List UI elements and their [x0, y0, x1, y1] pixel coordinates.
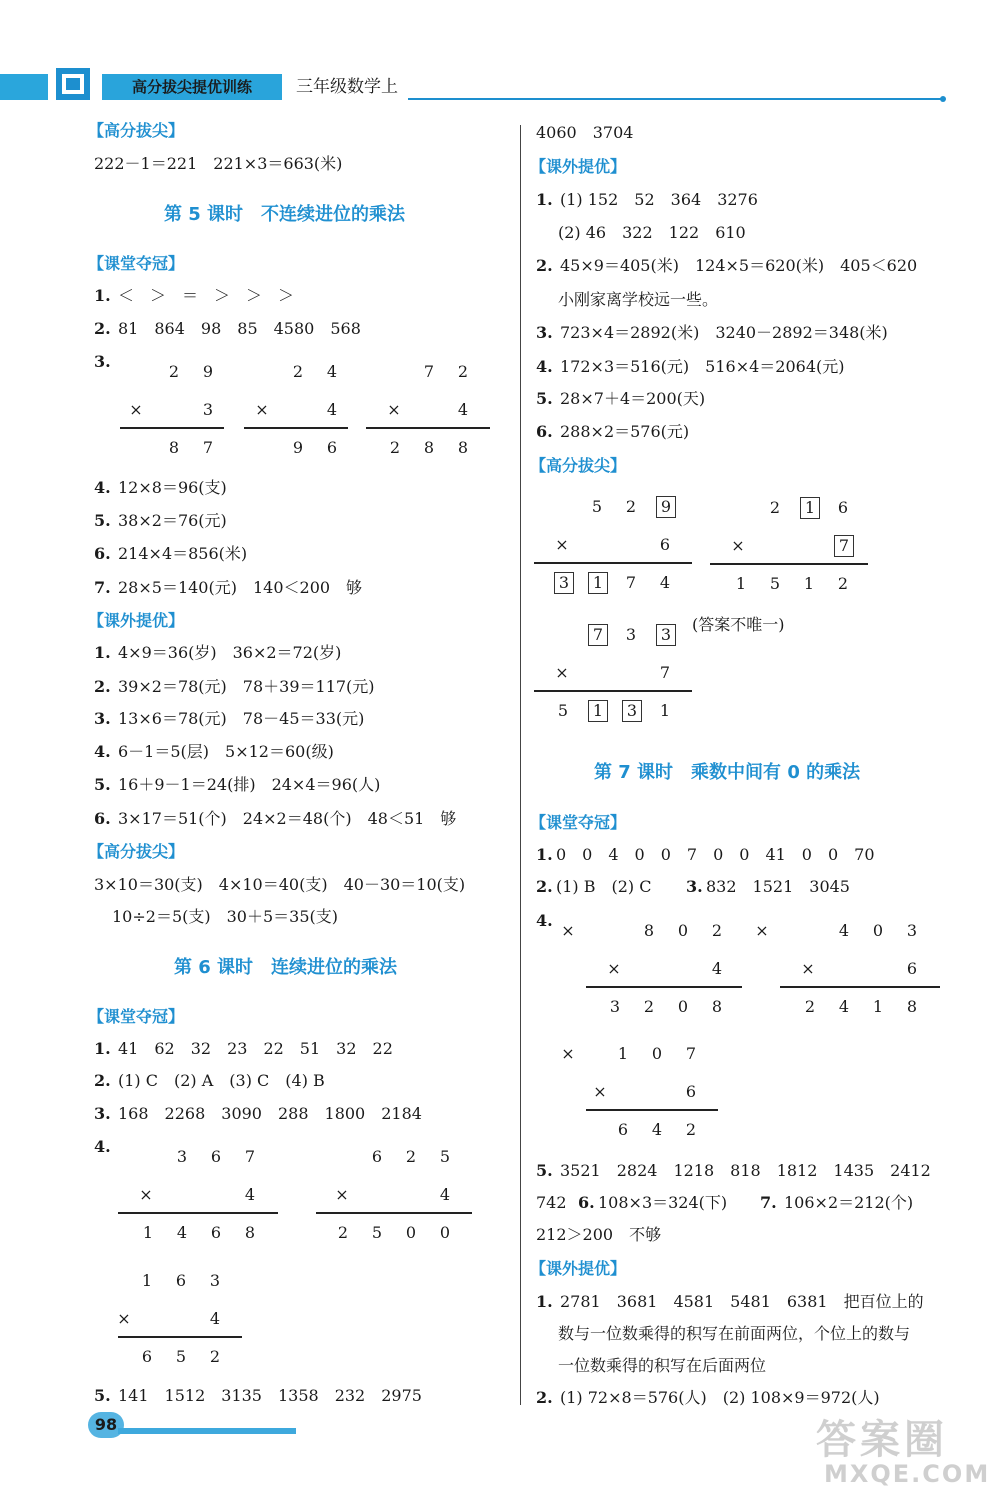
answer-text: (1) 152 52 364 3276 [560, 190, 758, 209]
item-number: 1. [94, 643, 111, 662]
header-rule [408, 98, 944, 100]
digit: 4 [838, 997, 850, 1016]
answer-text: 212＞200 不够 [536, 1225, 662, 1244]
times-sign: × [561, 921, 575, 940]
item-number: 1. [536, 1292, 553, 1311]
times-sign: × [607, 959, 621, 978]
item-number: 3. [94, 352, 111, 371]
digit: 2 [711, 921, 723, 940]
digit: 6 [210, 1147, 222, 1166]
digit: 7 [685, 1044, 697, 1063]
answer-text: 41 62 32 23 22 51 32 22 [118, 1039, 393, 1058]
result-rule [244, 427, 348, 429]
times-sign: × [117, 1309, 131, 1328]
page-number: 98 [88, 1412, 124, 1438]
digit: 7 [659, 663, 671, 682]
digit: 0 [677, 997, 689, 1016]
answer-text: 13×6＝78(元) 78－45＝33(元) [118, 709, 365, 728]
digit: 2 [625, 497, 637, 516]
answer-text: 4×9＝36(岁) 36×2＝72(岁) [118, 643, 342, 662]
answer-text: 小刚家离学校远一些。 [558, 290, 719, 309]
answer-text: 108×3＝324(下) [598, 1193, 728, 1212]
section-heading-kewai: 【课外提优】 [88, 611, 185, 630]
section-heading-ketang: 【课堂夺冠】 [88, 254, 185, 273]
item-number: 4. [536, 357, 553, 376]
watermark-url: MXQE.COM [824, 1460, 991, 1488]
lesson-7-title: 第 7 课时 乘数中间有 0 的乘法 [594, 762, 861, 783]
digit: 0 [651, 1044, 663, 1063]
digit: 4 [209, 1309, 221, 1328]
section-heading-gaofen: 【高分拔尖】 [88, 121, 185, 140]
digit: 8 [906, 997, 918, 1016]
digit: 4 [439, 1185, 451, 1204]
digit: 8 [168, 438, 180, 457]
digit: 3 [202, 400, 214, 419]
times-sign: × [801, 959, 815, 978]
times-sign: × [555, 535, 569, 554]
digit: 2 [804, 997, 816, 1016]
answer-box: 3 [622, 700, 642, 722]
result-rule [120, 427, 224, 429]
result-rule [780, 986, 940, 988]
digit: 2 [837, 574, 849, 593]
answer-line: 4060 3704 [536, 123, 634, 142]
digit: 7 [244, 1147, 256, 1166]
answer-box: 7 [588, 624, 608, 646]
digit: 1 [659, 701, 671, 720]
item-number: 6. [536, 422, 553, 441]
answer-text: 12×8＝96(支) [118, 478, 227, 497]
digit: 6 [617, 1120, 629, 1139]
item-number: 5. [536, 1161, 553, 1180]
answer-text: 81 864 98 85 4580 568 [118, 319, 361, 338]
item-number: 4. [94, 478, 111, 497]
digit: 2 [643, 997, 655, 1016]
answer-box: 3 [656, 624, 676, 646]
item-number: 2. [536, 1388, 553, 1407]
item-number: 2. [94, 319, 111, 338]
digit: 4 [176, 1223, 188, 1242]
item-number: 4. [536, 911, 553, 930]
lesson-5-title: 第 5 课时 不连续进位的乘法 [164, 204, 406, 225]
item-number: 1. [536, 190, 553, 209]
digit: 2 [685, 1120, 697, 1139]
digit: 9 [292, 438, 304, 457]
times-sign: × [255, 400, 269, 419]
result-rule [118, 1212, 278, 1214]
answer-text: 2781 3681 4581 5481 6381 把百位上的 [560, 1292, 924, 1311]
page-header [0, 64, 1000, 110]
section-heading-kewai: 【课外提优】 [530, 157, 627, 176]
digit: 4 [711, 959, 723, 978]
answer-text: 0 0 4 0 0 7 0 0 41 0 0 70 [556, 845, 875, 864]
digit: 5 [769, 574, 781, 593]
answer-text: 172×3＝516(元) 516×4＝2064(元) [560, 357, 845, 376]
times-sign: × [129, 400, 143, 419]
answer-text: 3521 2824 1218 818 1812 1435 2412 [560, 1161, 931, 1180]
times-sign: × [139, 1185, 153, 1204]
digit: 6 [326, 438, 338, 457]
digit: 6 [175, 1271, 187, 1290]
digit: 7 [625, 573, 637, 592]
item-number: 1. [94, 286, 111, 305]
answer-text: 168 2268 3090 288 1800 2184 [118, 1104, 422, 1123]
digit: 8 [711, 997, 723, 1016]
digit: 2 [209, 1347, 221, 1366]
footer-bar [118, 1428, 296, 1434]
answer-box: 1 [588, 572, 608, 594]
item-number: 2. [94, 1071, 111, 1090]
item-number: 5. [94, 1386, 111, 1405]
times-sign: × [335, 1185, 349, 1204]
watermark [808, 1408, 994, 1492]
times-sign: × [755, 921, 769, 940]
section-heading-gaofen: 【高分拔尖】 [88, 842, 185, 861]
digit: 1 [803, 574, 815, 593]
digit: 2 [457, 362, 469, 381]
times-sign: × [593, 1082, 607, 1101]
digit: 3 [176, 1147, 188, 1166]
digit: 9 [202, 362, 214, 381]
item-number: 5. [94, 511, 111, 530]
item-number: 1. [536, 845, 553, 864]
times-sign: × [387, 400, 401, 419]
answer-text: 214×4＝856(米) [118, 544, 248, 563]
answer-box: 7 [834, 535, 854, 557]
digit: 3 [209, 1271, 221, 1290]
digit: 6 [371, 1147, 383, 1166]
not-unique-note: (答案不唯一) [692, 615, 785, 634]
digit: 3 [609, 997, 621, 1016]
times-sign: × [561, 1044, 575, 1063]
item-number: 3. [536, 323, 553, 342]
header-left-bar [0, 74, 48, 100]
result-rule [118, 1336, 242, 1338]
digit: 0 [405, 1223, 417, 1242]
answer-box: 1 [588, 700, 608, 722]
book-logo-icon [54, 64, 94, 104]
digit: 1 [872, 997, 884, 1016]
digit: 0 [439, 1223, 451, 1242]
item-number: 3. [94, 709, 111, 728]
digit: 2 [292, 362, 304, 381]
digit: 5 [175, 1347, 187, 1366]
column-divider [520, 125, 521, 1405]
answer-text: 16＋9－1＝24(排) 24×4＝96(人) [118, 775, 381, 794]
digit: 2 [168, 362, 180, 381]
answer-text: 742 [536, 1193, 567, 1212]
digit: 2 [337, 1223, 349, 1242]
digit: 1 [142, 1223, 154, 1242]
answer-text: 723×4＝2892(米) 3240－2892＝348(米) [560, 323, 888, 342]
answer-text: 45×9＝405(米) 124×5＝620(米) 405＜620 [560, 256, 918, 275]
answer-line: 222－1＝221 221×3＝663(米) [94, 154, 343, 173]
digit: 1 [617, 1044, 629, 1063]
digit: 3 [906, 921, 918, 940]
answer-text: 288×2＝576(元) [560, 422, 690, 441]
digit: 4 [326, 400, 338, 419]
digit: 6 [906, 959, 918, 978]
answer-text: 141 1512 3135 1358 232 2975 [118, 1386, 422, 1405]
answer-box: 1 [800, 497, 820, 519]
digit: 0 [677, 921, 689, 940]
digit: 2 [389, 438, 401, 457]
item-number: 7. [760, 1193, 777, 1212]
digit: 6 [685, 1082, 697, 1101]
digit: 4 [244, 1185, 256, 1204]
answer-text: (1) C (2) A (3) C (4) B [118, 1071, 325, 1090]
answer-text: (1) 72×8＝576(人) (2) 108×9＝972(人) [560, 1388, 880, 1407]
section-heading-kewai: 【课外提优】 [530, 1259, 627, 1278]
section-heading-ketang: 【课堂夺冠】 [530, 813, 627, 832]
digit: 4 [457, 400, 469, 419]
item-number: 4. [94, 1137, 111, 1156]
digit: 8 [457, 438, 469, 457]
digit: 7 [202, 438, 214, 457]
times-sign: × [555, 663, 569, 682]
item-number: 5. [536, 389, 553, 408]
digit: 2 [769, 498, 781, 517]
answer-line: 10÷2＝5(支) 30＋5＝35(支) [112, 907, 338, 926]
digit: 4 [838, 921, 850, 940]
item-number: 6. [578, 1193, 595, 1212]
item-number: 6. [94, 809, 111, 828]
result-rule [534, 690, 692, 692]
digit: 0 [872, 921, 884, 940]
times-sign: × [731, 536, 745, 555]
section-heading-gaofen: 【高分拔尖】 [530, 456, 627, 475]
answer-text: (1) B (2) C [556, 877, 652, 896]
book-series-tag: 高分拔尖提优训练 [102, 74, 282, 100]
section-heading-ketang: 【课堂夺冠】 [88, 1007, 185, 1026]
result-rule [586, 986, 742, 988]
header-rule-dot [940, 96, 946, 102]
item-number: 3. [94, 1104, 111, 1123]
digit: 5 [591, 497, 603, 516]
answer-text: 106×2＝212(个) [784, 1193, 914, 1212]
item-number: 2. [94, 677, 111, 696]
answer-box: 9 [656, 496, 676, 518]
digit: 8 [643, 921, 655, 940]
lesson-6-title: 第 6 课时 连续进位的乘法 [174, 957, 398, 978]
item-number: 3. [686, 877, 703, 896]
item-number: 1. [94, 1039, 111, 1058]
answer-text: 数与一位数乘得的积写在前面两位，个位上的数与 [558, 1324, 911, 1343]
result-rule [534, 562, 692, 564]
digit: 1 [141, 1271, 153, 1290]
digit: 7 [423, 362, 435, 381]
answer-box: 3 [554, 572, 574, 594]
result-rule [710, 563, 868, 565]
answer-line: 3×10＝30(支) 4×10＝40(支) 40－30＝10(支) [94, 875, 466, 894]
item-number: 6. [94, 544, 111, 563]
digit: 3 [625, 625, 637, 644]
answer-text: ＜ ＞ ＝ ＞ ＞ ＞ [118, 286, 295, 305]
answer-text: (2) 46 322 122 610 [558, 223, 746, 242]
answer-text: 3×17＝51(个) 24×2＝48(个) 48＜51 够 [118, 809, 457, 828]
result-rule [316, 1212, 472, 1214]
digit: 4 [659, 573, 671, 592]
digit: 4 [326, 362, 338, 381]
digit: 5 [371, 1223, 383, 1242]
digit: 5 [557, 701, 569, 720]
digit: 8 [244, 1223, 256, 1242]
digit: 4 [651, 1120, 663, 1139]
book-subtitle: 三年级数学上 [296, 77, 398, 97]
digit: 1 [735, 574, 747, 593]
item-number: 7. [94, 578, 111, 597]
item-number: 5. [94, 775, 111, 794]
digit: 6 [141, 1347, 153, 1366]
digit: 8 [423, 438, 435, 457]
digit: 6 [659, 535, 671, 554]
digit: 5 [439, 1147, 451, 1166]
item-number: 2. [536, 256, 553, 275]
item-number: 4. [94, 742, 111, 761]
digit: 6 [837, 498, 849, 517]
result-rule [366, 427, 490, 429]
answer-text: 832 1521 3045 [706, 877, 850, 896]
answer-text: 6－1＝5(层) 5×12＝60(级) [118, 742, 334, 761]
answer-text: 28×5＝140(元) 140＜200 够 [118, 578, 363, 597]
watermark-text: 答案圈 [816, 1417, 948, 1463]
digit: 2 [405, 1147, 417, 1166]
answer-text: 39×2＝78(元) 78＋39＝117(元) [118, 677, 375, 696]
digit: 6 [210, 1223, 222, 1242]
item-number: 2. [536, 877, 553, 896]
answer-text: 28×7＋4＝200(天) [560, 389, 706, 408]
answer-text: 38×2＝76(元) [118, 511, 227, 530]
result-rule [586, 1109, 718, 1111]
answer-text: 一位数乘得的积写在后面两位 [558, 1356, 767, 1375]
